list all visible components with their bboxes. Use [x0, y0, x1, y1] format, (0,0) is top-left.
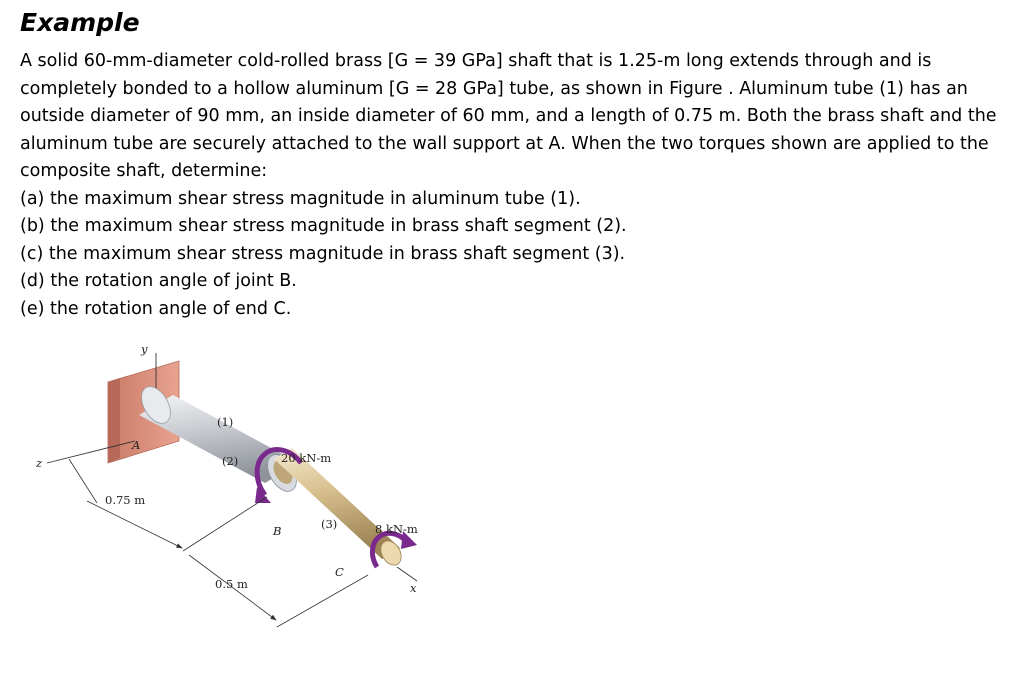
length-2-label: 0.5 m: [215, 577, 248, 591]
brass-shaft-3: [274, 448, 405, 569]
length-1-label: 0.75 m: [105, 493, 146, 507]
question-e: (e) the rotation angle of end C.: [20, 298, 292, 319]
composite-shaft-figure: [25, 335, 435, 635]
shaft-diagram: [25, 335, 435, 635]
question-d: (d) the rotation angle of joint B.: [20, 271, 297, 291]
torque-c-label: 8 kN-m: [375, 522, 418, 536]
problem-text: [20, 48, 1010, 323]
point-b-label: B: [273, 524, 282, 538]
z-axis-label: z: [36, 456, 43, 470]
point-a-label: A: [132, 438, 141, 452]
x-axis-label: x: [410, 581, 417, 595]
problem-statement: A solid 60-mm-diameter cold-rolled brass [G = 39 GPa] shaft that is 1.25-m long extends through and is completely bonded to a hollow aluminum [G = 28 GPa] tube, as shown in Figure . Aluminum tube (1) has an outside diameter of 90 mm, an inside diameter of 60 mm, and a length of 0.75 m. Both the brass shaft and the aluminum tube are securely attached to the wall support at A. When the two torques shown are applied to the composite shaft, determine:: [20, 51, 997, 181]
x-axis-line: [397, 567, 417, 581]
question-c: (c) the maximum shear stress magnitude in brass shaft segment (3).: [20, 243, 626, 264]
example-heading: Example: [20, 8, 140, 37]
question-b: (b) the maximum shear stress magnitude in brass shaft segment (2).: [20, 216, 627, 236]
segment-3-label: (3): [321, 517, 338, 531]
point-c-label: C: [335, 565, 344, 579]
y-axis-label: y: [141, 342, 148, 356]
segment-1-label: (1): [217, 415, 234, 429]
segment-2-label: (2): [222, 454, 239, 468]
torque-b-label: 20 kN-m: [281, 451, 332, 465]
question-a: (a) the maximum shear stress magnitude in aluminum tube (1).: [20, 188, 581, 209]
